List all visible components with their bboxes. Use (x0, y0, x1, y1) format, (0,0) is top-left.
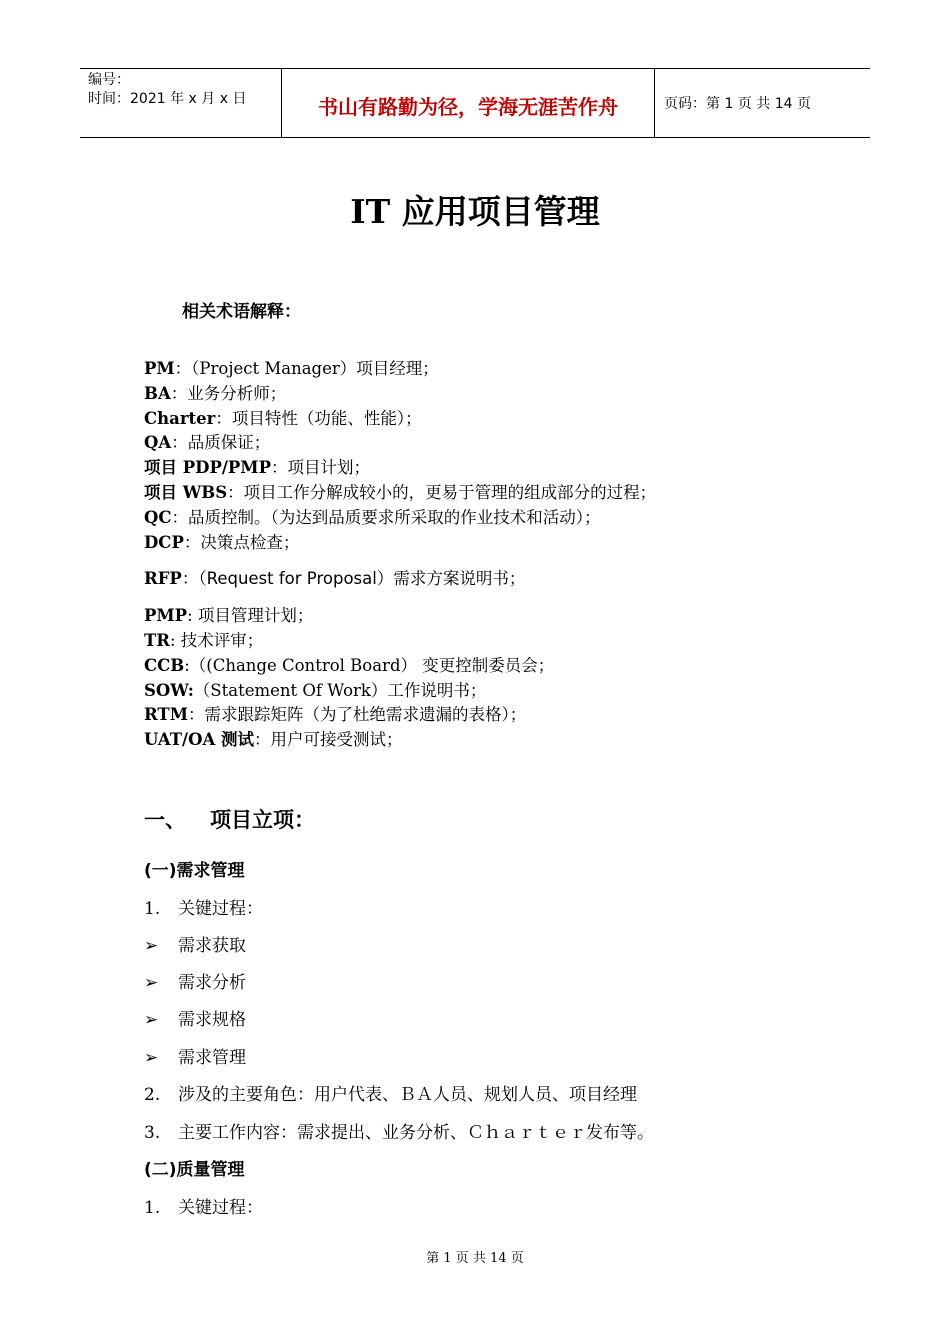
term-name: RFP (144, 569, 182, 589)
list-item (144, 894, 263, 919)
term-item (144, 604, 656, 629)
term-item (144, 629, 656, 654)
list-text: 需求规格 (178, 1010, 246, 1030)
term-definition: ：项目计划； (270, 458, 370, 478)
list-item (144, 1043, 246, 1068)
term-name: QC (144, 507, 172, 527)
term-name: CCB (144, 655, 185, 675)
subsection-heading: (二)质量管理 (144, 1160, 245, 1180)
term-item (144, 728, 656, 753)
term-definition: ：（Request for Proposal）需求方案说明书； (181, 569, 526, 589)
list-marker: 3. (144, 1123, 161, 1143)
list-text: 关键过程： (178, 1198, 263, 1218)
list-text: 需求管理 (178, 1048, 246, 1068)
list-text: 涉及的主要角色：用户代表、ＢＡ人员、规划人员、项目经理 (178, 1085, 637, 1105)
list-text: 关键过程： (178, 899, 263, 919)
terms-heading: 相关术语解释： (182, 302, 301, 322)
page-header (80, 68, 870, 138)
term-item (144, 382, 656, 407)
bullet-arrow-icon: ➢ (144, 936, 159, 956)
term-item (144, 431, 656, 456)
list-marker: 2. (144, 1085, 161, 1105)
term-name: 项目 WBS (144, 482, 228, 502)
term-definition: : 技术评审； (170, 630, 264, 650)
terms-list (144, 357, 656, 753)
list-text: 需求获取 (178, 936, 246, 956)
header-page-info: 页码：第 1 页 共 14 页 (664, 96, 811, 112)
term-definition: ：项目特性（功能、性能）； (215, 408, 422, 428)
list-item (144, 931, 246, 956)
section-number: 一、 (144, 808, 186, 832)
term-item (144, 679, 656, 704)
term-item (144, 531, 656, 556)
term-definition: ：决策点检查； (183, 532, 300, 552)
document-title: IT 应用项目管理 (350, 192, 600, 231)
list-marker: 1. (144, 899, 161, 919)
term-name: BA (144, 383, 171, 403)
term-name: SOW: (144, 680, 194, 700)
term-definition: ：（Project Manager）项目经理； (174, 359, 439, 378)
list-text: 需求分析 (178, 973, 246, 993)
term-definition: ：业务分析师； (170, 383, 287, 403)
bullet-arrow-icon: ➢ (144, 973, 159, 993)
term-item (144, 654, 656, 679)
term-definition: ：项目工作分解成较小的，更易于管理的组成部分的过程； (227, 482, 657, 502)
term-name: DCP (144, 532, 184, 552)
list-item (144, 968, 246, 993)
header-motto: 书山有路勤为径，学海无涯苦作舟 (318, 95, 618, 119)
term-name: Charter (144, 408, 216, 428)
list-marker: 1. (144, 1198, 161, 1218)
list-item (144, 1080, 637, 1105)
section-title: 项目立项： (210, 808, 315, 832)
list-item (144, 1005, 246, 1030)
header-divider (654, 69, 655, 137)
list-item (144, 1118, 654, 1143)
term-definition: ：用户可接受测试； (254, 730, 403, 750)
header-date-label: 时间：2021 年 x 月 x 日 (88, 91, 247, 107)
term-name: RTM (144, 705, 188, 725)
list-item (144, 1193, 263, 1218)
term-definition: : 项目管理计划； (187, 606, 314, 626)
header-code-label: 编号： (88, 72, 130, 88)
term-definition: ：品质保证； (171, 433, 271, 453)
term-name: PM (144, 359, 175, 378)
page-footer: 第 1 页 共 14 页 (426, 1251, 524, 1266)
section-heading (144, 804, 315, 834)
bullet-arrow-icon: ➢ (144, 1048, 159, 1068)
term-item (144, 506, 656, 531)
term-item (144, 703, 656, 728)
term-name: QA (144, 433, 172, 453)
term-definition: :（(Change Control Board） 变更控制委员会； (184, 655, 555, 675)
term-definition: （Statement Of Work）工作说明书； (193, 680, 487, 700)
term-name: UAT/OA 测试 (144, 730, 255, 750)
header-meta (88, 71, 278, 109)
term-item (144, 456, 656, 481)
subsection-heading: (一)需求管理 (144, 861, 245, 881)
term-name: TR (144, 630, 170, 650)
term-item (144, 407, 656, 432)
spacer (144, 592, 656, 604)
term-item (144, 567, 656, 592)
term-name: 项目 PDP/PMP (144, 458, 271, 478)
bullet-arrow-icon: ➢ (144, 1010, 159, 1030)
term-item (144, 481, 656, 506)
term-definition: ：需求跟踪矩阵（为了杜绝需求遗漏的表格）； (187, 705, 527, 725)
term-definition: ：品质控制。（为达到品质要求所采取的作业技术和活动）； (171, 507, 601, 527)
term-item (144, 357, 656, 382)
list-text: 主要工作内容：需求提出、业务分析、Ｃｈａｒｔｅｒ发布等。 (178, 1123, 654, 1143)
term-name: PMP (144, 606, 188, 626)
spacer (144, 555, 656, 567)
